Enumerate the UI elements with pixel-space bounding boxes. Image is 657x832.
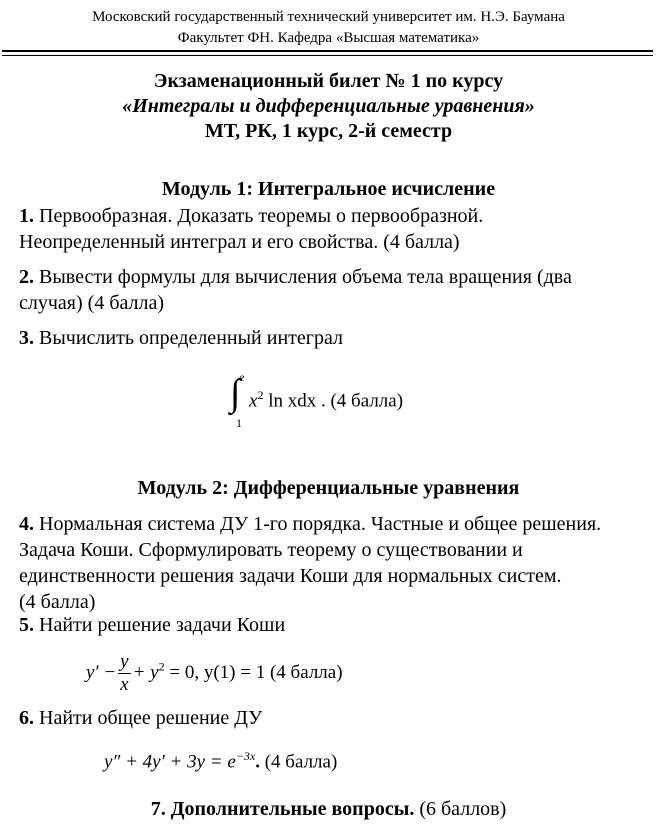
question-1: 1. Первообразная. Доказать теоремы о первообразной. Неопределенный интеграл и его свойства. (4 балла) [19, 205, 484, 253]
integral-sign: ∫ [230, 372, 241, 414]
ticket-title: Экзаменационный билет № 1 по курсу [153, 70, 504, 92]
question-7: 7. Дополнительные вопросы. (6 баллов) [150, 798, 507, 820]
university-name: Московский государственный технический университет им. Н.Э. Баумана [92, 9, 565, 25]
course-name: «Интегралы и дифференциальные уравнения» [122, 95, 535, 117]
integral-body: $x^2$ ln xdx . (4 балла) [249, 388, 404, 412]
question-6: 6. Найти общее решение ДУ [19, 707, 263, 729]
module2-heading: Модуль 2: Дифференциальные уравнения [137, 477, 520, 499]
question-3: 3. Вычислить определенный интеграл [19, 327, 343, 349]
header-rule-thick [2, 50, 653, 52]
integral-formula [230, 367, 450, 430]
integral-lower-limit: 1 [236, 416, 242, 430]
question-2: 2. Вывести формулы для вычисления объема тела вращения (два случая) (4 балла) [19, 266, 572, 314]
question-4: 4. Нормальная система ДУ 1-го порядка. Частные и общее решения. Задача Коши. Сформулировать теорему о существовании и единственности решения задачи Коши для нормальных систем. (4 балла) [19, 513, 602, 613]
integral-upper-limit: e [239, 370, 245, 384]
course-info: МТ, РК, 1 курс, 2-й семестр [204, 120, 453, 142]
cauchy-equation: y′ − $\frac{y}{x}$ + $y^2 = 0$, y(1) = 1 (4 балла) [86, 651, 343, 695]
question-5: 5. Найти решение задачи Коши [19, 614, 286, 636]
ode-equation: $y'' + 4y' + 3y = e^{-3x}$. (4 балла) [104, 749, 338, 773]
module1-heading: Модуль 1: Интегральное исчисление [161, 178, 496, 200]
fraction-y-over-x: $\frac{y}{x}$ [120, 651, 129, 695]
faculty-name: Факультет ФН. Кафедра «Высшая математика» [177, 30, 480, 46]
header-rule-thin [2, 55, 653, 56]
